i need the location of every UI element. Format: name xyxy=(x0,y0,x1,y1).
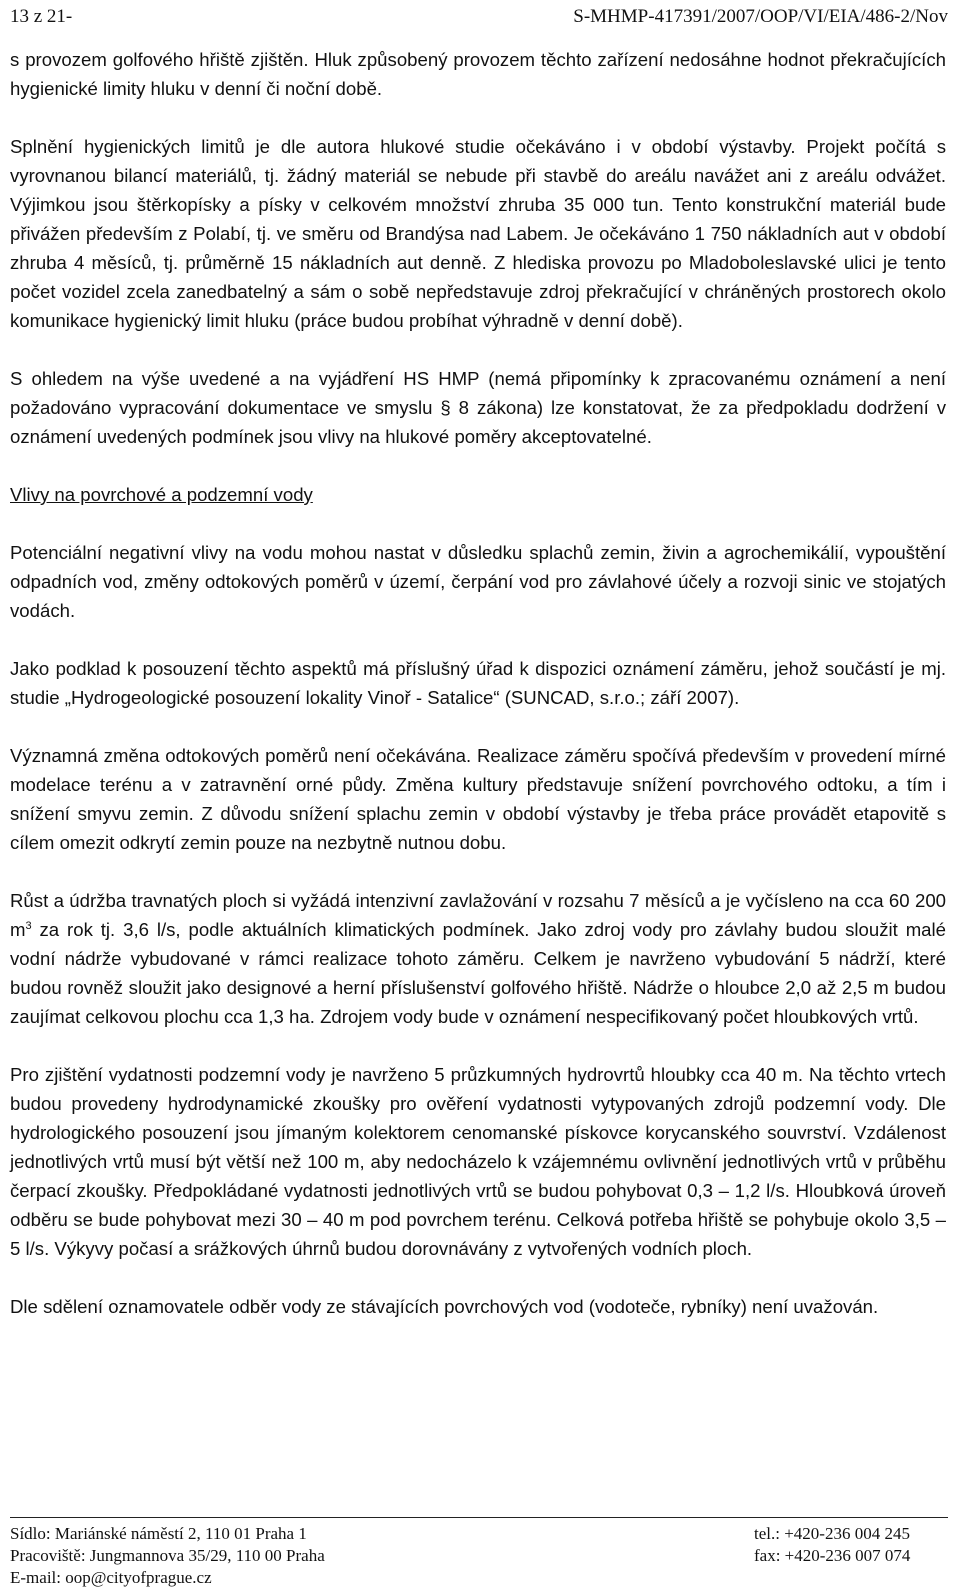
page-header xyxy=(10,6,948,28)
page-number: 13 z 21- xyxy=(10,6,73,27)
cubic-superscript: 3 xyxy=(25,919,32,932)
footer-email: E-mail: oop@cityofprague.cz xyxy=(10,1568,212,1587)
paragraph-hydrogeology-study: Jako podklad k posouzení těchto aspektů má příslušný úřad k dispozici oznámení záměru, jehož součástí je mj. studie „Hydrogeologické posouzení lokality Vinoř - Satalice“ (SUNCAD, s.r.o.; září 2007). xyxy=(10,658,946,708)
footer-fax: fax: +420-236 007 074 xyxy=(754,1546,911,1565)
section-heading-water: Vlivy na povrchové a podzemní vody xyxy=(10,484,313,505)
paragraph-noise-conclusion: S ohledem na výše uvedené a na vyjádření HS HMP (nemá připomínky k zpracovanému oznámení a není požadováno vypracování dokumentace ve smyslu § 8 zákona) lze konstatovat, že za předpokladu dodržení v oznámení uvedených podmínek jsou vlivy na hlukové poměry akceptovatelné. xyxy=(10,368,946,447)
paragraph-groundwater-wells: Pro zjištění vydatnosti podzemní vody je navrženo 5 průzkumných hydrovrtů hloubky cca 40 m. Na těchto vrtech budou provedeny hydrodynamické zkoušky pro ověření vydatnosti vytypovaných zdrojů podzemní vody. Dle hydrologického posouzení jsou jímaným kolektorem cenomanské pískovce korycanského souvrství. Vzdálenost jednotlivých vrtů musí být větší než 100 m, aby nedocházelo k vzájemnému ovlivnění jednotlivých vrtů v průběhu čerpací zkoušky. Předpokládané vydatnosti jednotlivých vrtů se budou pohybovat 0,3 – 1,2 l/s. Hloubková úroveň odběru se bude pohybovat mezi 30 – 40 m pod povrchem terénu. Celková potřeba hřiště se pohybuje okolo 3,5 – 5 l/s. Výkyvy počasí a srážkových úhrnů budou dorovnávány z vytvořených vodních ploch. xyxy=(10,1064,946,1259)
paragraph-runoff: Významná změna odtokových poměrů není očekávána. Realizace záměru spočívá především v provedení mírné modelace terénu a v zatravnění orné půdy. Změna kultury představuje snížení povrchového odtoku, a tím i snížení smyvu zemin. Z důvodu snížení splachu zemin v období výstavby je třeba práce provádět etapovitě s cílem omezit odkrytí zemin pouze na nezbytně nutnou dobu. xyxy=(10,745,946,853)
irrigation-text-end: za rok tj. 3,6 l/s, podle aktuálních klimatických podmínek. Jako zdroj vody pro závlahy budou sloužit malé vodní nádrže vybudované v rámci realizace tohoto záměru. Celkem je navrženo vybudování 5 nádrží, které budou rovněž sloužit jako designové a herní příslušenství golfového hřiště. Nádrže o hloubce 2,0 až 2,5 m budou zaujímat celkovou plochu cca 1,3 ha. Zdrojem vody bude v oznámení nespecifikovaný počet hloubkových vrtů. xyxy=(10,919,946,1027)
footer-address-block xyxy=(10,1523,325,1589)
paragraph-noise-operation: s provozem golfového hřiště zjištěn. Hluk způsobený provozem těchto zařízení nedosáhne hodnot překračujících hygienické limity hluku v denní či noční době. xyxy=(10,49,946,99)
footer-office: Pracoviště: Jungmannova 35/29, 110 00 Praha xyxy=(10,1546,325,1565)
irrigation-text-start: Růst a údržba travnatých ploch si vyžádá intenzivní zavlažování v rozsahu 7 měsíců a je vyčísleno na cca 60 200 m xyxy=(10,890,946,940)
footer-contact-block xyxy=(754,1523,910,1567)
paragraph-surface-water: Dle sdělení oznamovatele odběr vody ze stávajících povrchových vod (vodoteče, rybníky) není uvažován. xyxy=(10,1296,879,1317)
paragraph-construction-noise: Splnění hygienických limitů je dle autora hlukové studie očekáváno i v období výstavby. Projekt počítá s vyrovnanou bilancí materiálů, tj. žádný materiál se nebude při stavbě do areálu navážet ani z areálu odvážet. Výjimkou jsou štěrkopísky a písky v celkovém množství zhruba 35 000 tun. Tento konstrukční materiál bude přivážen především z Polabí, tj. ve směru od Brandýsa nad Labem. Je očekáváno 1 750 nákladních aut v období zhruba 4 měsíců, tj. průměrně 15 nákladních aut denně. Z hlediska provozu po Mladoboleslavské ulici je tento počet vozidel zcela zanedbatelný a sám o sobě nepředstavuje zdroj překračující v chráněných prostorech okolo komunikace hygienický limit hluku (práce budou probíhat výhradně v denní době). xyxy=(10,136,946,331)
footer-divider xyxy=(10,1517,948,1518)
document-reference: S-MHMP-417391/2007/OOP/VI/EIA/486-2/Nov xyxy=(573,6,948,27)
footer-tel: tel.: +420-236 004 245 xyxy=(754,1524,910,1543)
document-body xyxy=(10,45,946,1350)
footer-seat: Sídlo: Mariánské náměstí 2, 110 01 Praha 1 xyxy=(10,1524,307,1543)
paragraph-irrigation xyxy=(10,886,946,1031)
paragraph-water-impacts: Potenciální negativní vlivy na vodu mohou nastat v důsledku splachů zemin, živin a agrochemikálií, vypouštění odpadních vod, změny odtokových poměrů v území, čerpání vod pro závlahové účely a rozvoji sinic ve stojatých vodách. xyxy=(10,542,946,621)
